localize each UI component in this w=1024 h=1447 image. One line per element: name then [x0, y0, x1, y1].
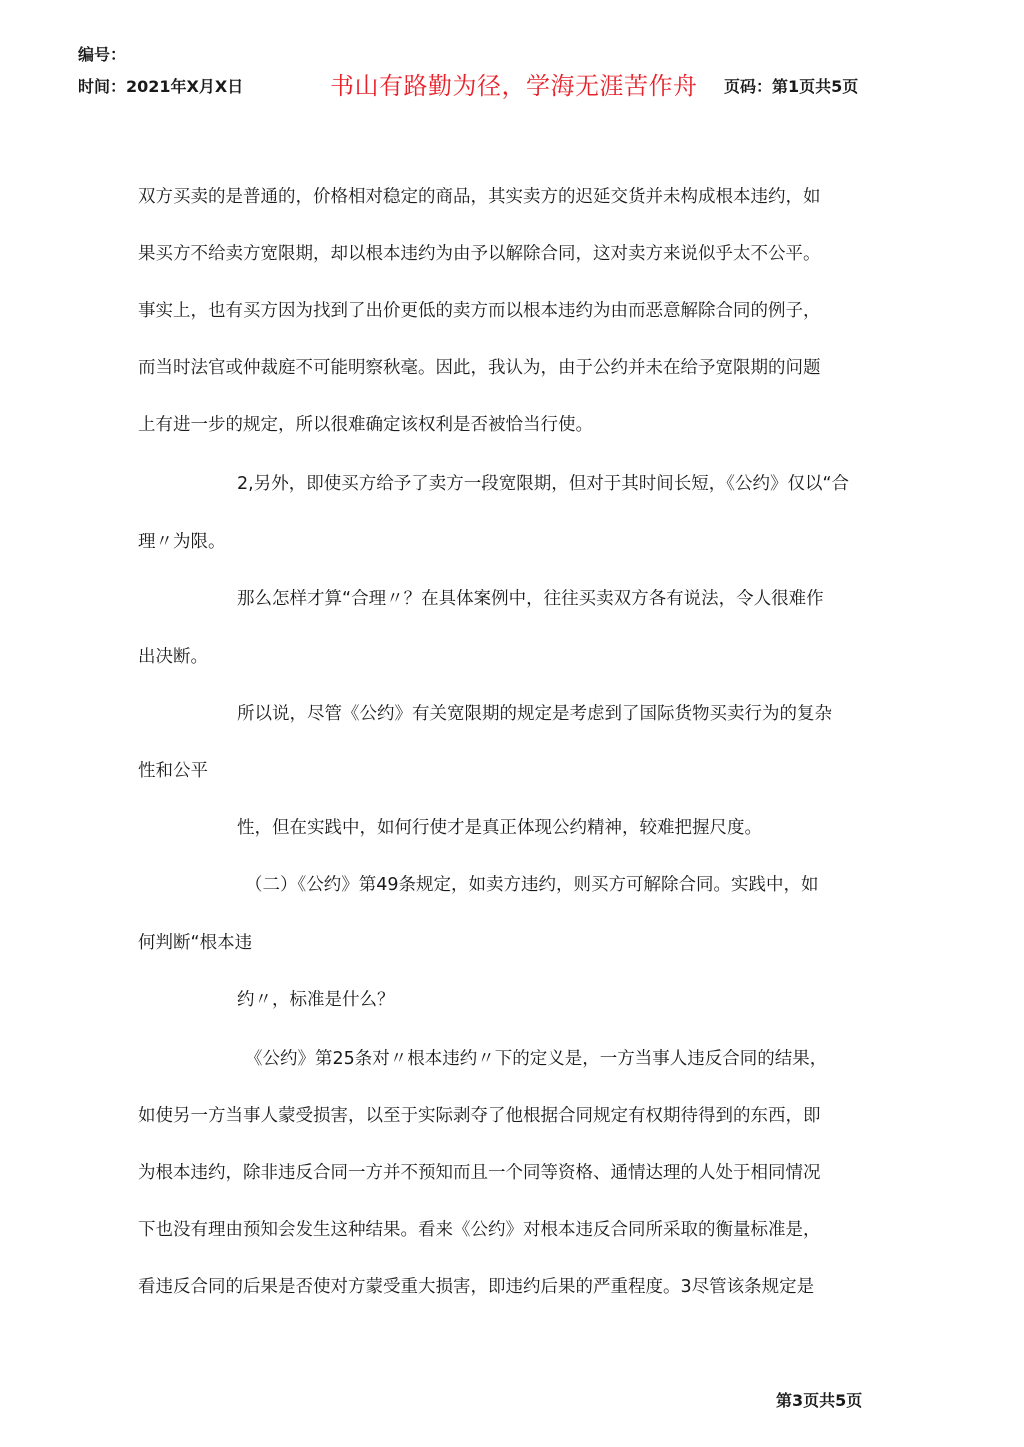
text-line: 双方买卖的是普通的，价格相对稳定的商品，其实卖方的迟延交货并未构成根本违约，如: [138, 187, 821, 207]
text-line: 那么怎样才算“合理〃？在具体案例中，往往买卖双方各有说法，令人很难作: [237, 589, 824, 609]
text-line: 上有进一步的规定，所以很难确定该权利是否被恰当行使。: [138, 415, 593, 435]
text-line: 何判断“根本违: [138, 933, 253, 953]
text-line: 性，但在实践中，如何行使才是真正体现公约精神，较难把握尺度。: [237, 818, 762, 838]
text-line: 而当时法官或仲裁庭不可能明察秋毫。因此，我认为，由于公约并未在给予宽限期的问题: [138, 358, 821, 378]
text-line: 2,另外，即使买方给予了卖方一段宽限期，但对于其时间长短，《公约》仅以“合: [237, 474, 850, 494]
text-line: 看违反合同的后果是否使对方蒙受重大损害，即违约后果的严重程度。3尽管该条规定是: [138, 1277, 815, 1297]
header-page-label: 页码：第1页共5页: [724, 77, 859, 96]
text-line: 出决断。: [138, 647, 208, 667]
text-line: 为根本违约，除非违反合同一方并不预知而且一个同等资格、通情达理的人处于相同情况: [138, 1163, 821, 1183]
document-time-label: 时间：2021年X月X日: [78, 77, 244, 96]
text-line: 所以说，尽管《公约》有关宽限期的规定是考虑到了国际货物买卖行为的复杂: [237, 704, 832, 724]
footer-page-label: 第3页共5页: [776, 1391, 863, 1410]
text-line: 约〃，标准是什么？: [237, 990, 395, 1010]
text-line: （二）《公约》第49条规定，如卖方违约，则买方可解除合同。实践中，如: [245, 875, 819, 895]
document-number-label: 编号：: [78, 45, 127, 64]
text-line: 理〃为限。: [138, 532, 226, 552]
header-motto: 书山有路勤为径，学海无涯苦作舟: [330, 72, 698, 100]
text-line: 果买方不给卖方宽限期，却以根本违约为由予以解除合同，这对卖方来说似乎太不公平。: [138, 244, 821, 264]
text-line: 事实上，也有买方因为找到了出价更低的卖方而以根本违约为由而恶意解除合同的例子，: [138, 301, 821, 321]
text-line: 如使另一方当事人蒙受损害，以至于实际剥夺了他根据合同规定有权期待得到的东西，即: [138, 1106, 821, 1126]
text-line: 《公约》第25条对〃根本违约〃下的定义是，一方当事人违反合同的结果，: [245, 1049, 828, 1069]
text-line: 性和公平: [138, 761, 208, 781]
text-line: 下也没有理由预知会发生这种结果。看来《公约》对根本违反合同所采取的衡量标准是，: [138, 1220, 821, 1240]
